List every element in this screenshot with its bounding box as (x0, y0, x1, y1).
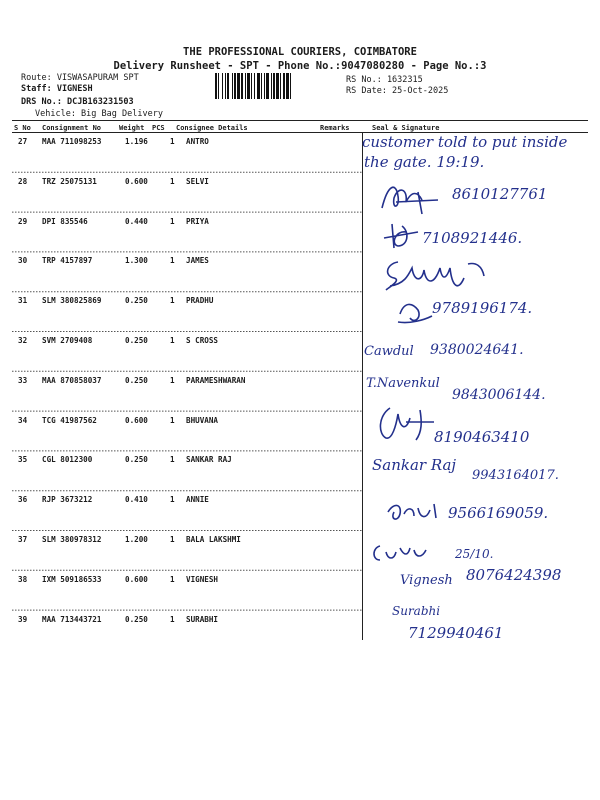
rs-date: RS Date: 25-Oct-2025 (346, 86, 449, 96)
signature-35: Sankar Raj (372, 456, 457, 474)
cell-weight: 1.200 (125, 535, 148, 544)
cell-consignment: DPI 835546 (42, 216, 88, 226)
signature-37 (370, 542, 434, 564)
cell-consignee: BHUVANA (186, 415, 219, 425)
cell-pcs: 1 (170, 574, 175, 584)
col-header-consignee: Consignee Details (176, 124, 248, 132)
cell-weight: 0.440 (125, 216, 148, 226)
cell-consignee: ANNIE (186, 495, 209, 505)
cell-consignment: IXM 509186533 (42, 574, 102, 584)
signature-32: Cawdul (364, 344, 414, 359)
cell-sno: 38 (18, 574, 28, 584)
signature-29 (382, 222, 422, 252)
signature-36 (384, 500, 442, 526)
cell-weight: 1.196 (125, 137, 148, 146)
route-label: Route: VISWASAPURAM SPT (21, 73, 139, 83)
cell-sno: 36 (18, 495, 28, 505)
col-header-sno: S No (14, 124, 31, 132)
cell-weight: 1.300 (125, 256, 148, 266)
phone-35: 9943164017. (472, 468, 559, 483)
date-37: 25/10. (455, 547, 494, 561)
cell-sno: 35 (18, 455, 28, 465)
cell-pcs: 1 (170, 614, 175, 624)
phone-33: 9843006144. (452, 387, 546, 403)
cell-sno: 31 (18, 296, 28, 306)
phone-32: 9380024641. (430, 342, 524, 358)
cell-weight: 0.600 (125, 415, 148, 425)
phone-31: 9789196174. (432, 299, 533, 317)
vehicle-label: Vehicle: Big Bag Delivery (35, 109, 163, 119)
cell-consignment: TCG 41987562 (42, 415, 97, 425)
rs-number: RS No.: 1632315 (346, 75, 423, 85)
col-header-weight: Weight (119, 124, 145, 132)
cell-sno: 37 (18, 535, 28, 544)
cell-consignee: SURABHI (186, 614, 219, 624)
cell-pcs: 1 (170, 137, 175, 146)
cell-weight: 0.600 (125, 574, 148, 584)
cell-pcs: 1 (170, 296, 175, 306)
cell-consignee: BALA LAKSHMI (186, 535, 241, 544)
cell-consignee: PRADHU (186, 296, 214, 306)
cell-consignment: TRZ 25075131 (42, 176, 97, 186)
cell-consignee: VIGNESH (186, 574, 219, 584)
cell-weight: 0.600 (125, 176, 148, 186)
cell-consignee: S CROSS (186, 336, 219, 345)
cell-consignee: SELVI (186, 176, 209, 186)
cell-sno: 27 (18, 137, 28, 146)
cell-consignment: SLM 380825869 (42, 296, 102, 306)
cell-weight: 0.250 (125, 336, 148, 345)
cell-pcs: 1 (170, 336, 175, 345)
signature-39: Surabhi (392, 604, 441, 618)
cell-sno: 39 (18, 614, 28, 624)
phone-28: 8610127761 (452, 185, 548, 203)
staff-label: Staff: VIGNESH (21, 84, 93, 94)
cell-weight: 0.250 (125, 296, 148, 306)
cell-pcs: 1 (170, 216, 175, 226)
cell-consignment: SLM 380978312 (42, 535, 102, 544)
col-header-seal: Seal & Signature (372, 124, 440, 132)
signature-31 (396, 298, 436, 328)
handwritten-note-line1: customer told to put inside (362, 133, 568, 151)
cell-sno: 28 (18, 176, 28, 186)
col-header-pcs: PCS (152, 124, 165, 132)
cell-consignment: TRP 4157897 (42, 256, 93, 266)
cell-pcs: 1 (170, 415, 175, 425)
cell-consignment: MAA 713443721 (42, 614, 102, 624)
cell-sno: 32 (18, 336, 28, 345)
cell-consignee: JAMES (186, 256, 209, 266)
cell-consignee: PARAMESHWARAN (186, 375, 246, 385)
phone-29: 7108921446. (422, 229, 523, 247)
cell-weight: 0.250 (125, 375, 148, 385)
cell-weight: 0.410 (125, 495, 148, 505)
drs-number: DRS No.: DCJB163231503 (21, 97, 134, 107)
phone-38: 8076424398 (466, 566, 562, 584)
phone-36: 9566169059. (448, 504, 549, 522)
cell-consignment: MAA 711098253 (42, 137, 102, 146)
cell-consignee: ANTRO (186, 137, 209, 146)
col-header-remarks: Remarks (320, 124, 350, 132)
cell-weight: 0.250 (125, 455, 148, 465)
cell-consignee: PRIYA (186, 216, 209, 226)
cell-consignee: SANKAR RAJ (186, 455, 232, 465)
cell-sno: 30 (18, 256, 28, 266)
phone-34: 8190463410 (434, 428, 530, 446)
runsheet-subtitle: Delivery Runsheet - SPT - Phone No.:9047080280 - Page No.:3 (113, 60, 487, 72)
cell-pcs: 1 (170, 495, 175, 505)
cell-sno: 34 (18, 415, 28, 425)
cell-consignment: MAA 870858037 (42, 375, 102, 385)
cell-pcs: 1 (170, 176, 175, 186)
col-header-consignment: Consignment No (42, 124, 102, 132)
cell-pcs: 1 (170, 375, 175, 385)
cell-weight: 0.250 (125, 614, 148, 624)
signature-30 (384, 256, 504, 296)
company-name: THE PROFESSIONAL COURIERS, COIMBATORE (183, 46, 417, 58)
signature-33: T.Navenkul (366, 376, 440, 391)
cell-consignment: CGL 8012300 (42, 455, 93, 465)
cell-sno: 29 (18, 216, 28, 226)
phone-39: 7129940461 (408, 624, 504, 642)
cell-pcs: 1 (170, 535, 175, 544)
cell-consignment: SVM 2709408 (42, 336, 93, 345)
cell-sno: 33 (18, 375, 28, 385)
cell-pcs: 1 (170, 455, 175, 465)
signature-38: Vignesh (400, 573, 453, 588)
signature-28 (378, 180, 448, 216)
cell-consignment: RJP 3673212 (42, 495, 93, 505)
cell-pcs: 1 (170, 256, 175, 266)
handwritten-note-line2: the gate. 19:19. (364, 153, 485, 171)
